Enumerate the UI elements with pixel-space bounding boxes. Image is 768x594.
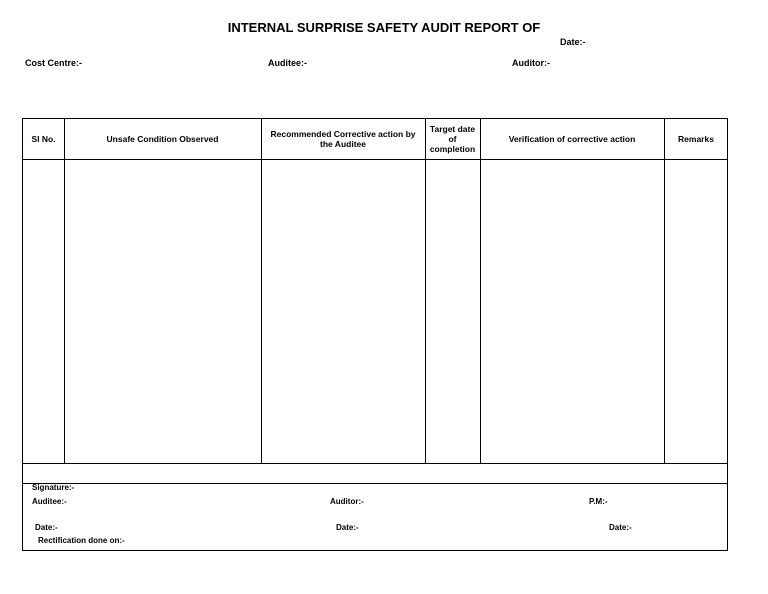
auditee-label: Auditee:- [268,58,307,68]
footer-date-label-pm: Date:- [609,523,632,532]
column-header-unsafe-condition: Unsafe Condition Observed [106,134,219,144]
signature-label: Signature:- [32,483,75,492]
footer-date-label-auditor: Date:- [336,523,359,532]
footer-divider [23,483,727,484]
auditor-label: Auditor:- [512,58,550,68]
header-row-divider [23,159,727,160]
footer-date-label-auditee: Date:- [35,523,58,532]
footer-auditor-label: Auditor:- [330,497,364,506]
footer-pm-label: P.M:- [589,497,608,506]
column-header-target-date: Target date of completion [429,124,476,154]
rectification-label: Rectification done on:- [38,536,125,545]
cost-centre-label: Cost Centre:- [25,58,83,68]
column-header-verification: Verification of corrective action [508,134,636,144]
column-header-sl-no: Sl No. [31,134,56,144]
footer-auditee-label: Auditee:- [32,497,67,506]
column-divider [480,119,481,463]
column-divider [664,119,665,463]
table-body-bottom [23,463,727,464]
column-header-remarks: Remarks [678,134,714,144]
column-divider [425,119,426,463]
audit-table [22,118,728,551]
column-header-corrective-action: Recommended Corrective action by the Auditee [270,129,416,149]
column-divider [64,119,65,463]
date-label: Date:- [560,37,586,47]
report-title: INTERNAL SURPRISE SAFETY AUDIT REPORT OF [227,20,541,35]
column-divider [261,119,262,463]
